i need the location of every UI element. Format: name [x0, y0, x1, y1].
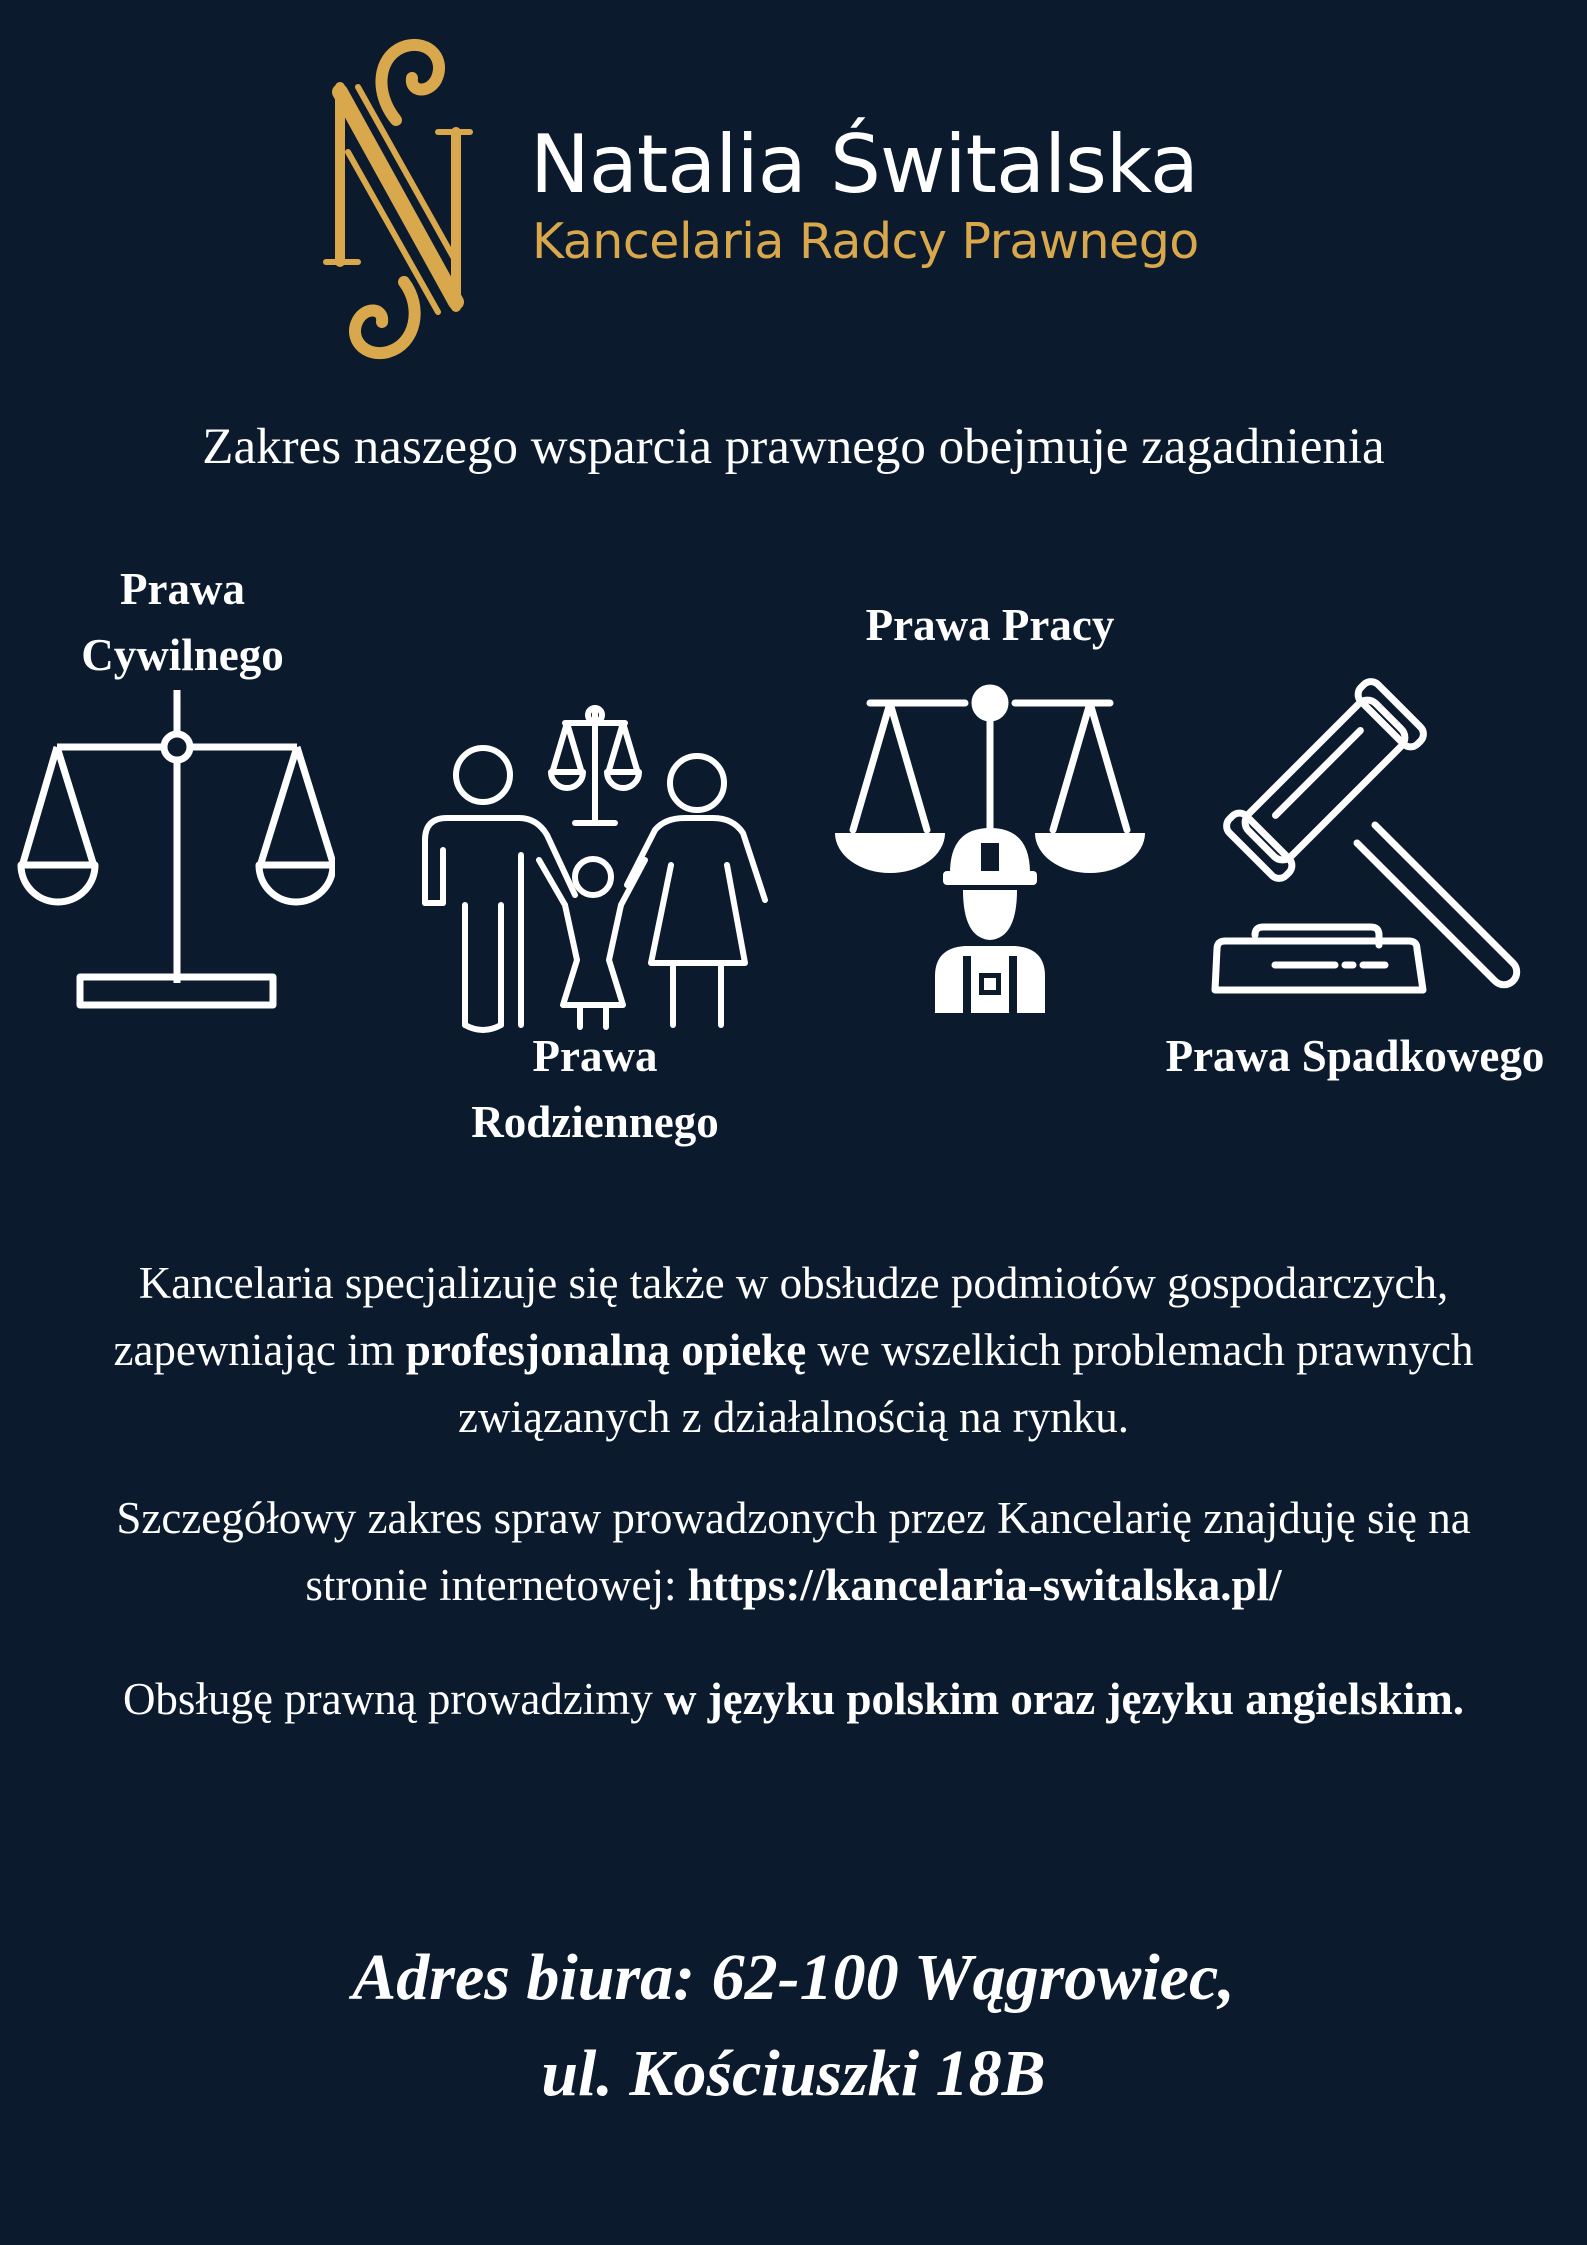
- brand-name: Natalia Świtalska: [530, 118, 1198, 211]
- paragraph-website: [0, 1485, 1587, 1619]
- label-civil-line2: Cywilnego: [81, 630, 284, 680]
- paragraph-website-line1: Szczegółowy zakres spraw prowadzonych przez Kancelarię znajduję się na: [116, 1493, 1471, 1543]
- paragraph-services-line3: związanych z działalnością na rynku.: [458, 1392, 1129, 1442]
- label-civil-law: [40, 556, 325, 688]
- address-line1: Adres biura: 62-100 Wągrowiec,: [352, 1941, 1235, 2014]
- paragraph-languages: [0, 1666, 1587, 1733]
- label-labor-law: Prawa Pracy: [865, 600, 1115, 650]
- brand-subtitle: Kancelaria Radcy Prawnego: [532, 213, 1199, 270]
- paragraph-services-text-b: we wszelkich problemach prawnych: [806, 1325, 1474, 1375]
- professional-care-bold: profesjonalną opiekę: [405, 1325, 807, 1375]
- label-inheritance-law: Prawa Spadkowego: [1165, 1031, 1545, 1081]
- paragraph-services-text-a: zapewniając im: [113, 1325, 406, 1375]
- label-family-line2: Rodziennego: [471, 1097, 719, 1147]
- worker-scales-icon: [835, 678, 1145, 1013]
- office-address: [0, 1930, 1587, 2122]
- gavel-icon: [1195, 675, 1545, 1010]
- intro-heading: Zakres naszego wsparcia prawnego obejmuje zagadnienia: [202, 419, 1385, 475]
- paragraph-services-line1: Kancelaria specjalizuje się także w obsłudze podmiotów gospodarczych,: [138, 1258, 1449, 1308]
- paragraph-services: [0, 1250, 1587, 1451]
- paragraph-languages-text: Obsługę prawną prowadzimy: [122, 1674, 665, 1724]
- label-family-law: [440, 1023, 750, 1155]
- paragraph-services-line2: [0, 1317, 1587, 1384]
- website-link[interactable]: https://kancelaria-switalska.pl/: [687, 1560, 1282, 1610]
- scales-icon: [15, 685, 335, 1015]
- label-family-line1: Prawa: [532, 1031, 658, 1081]
- address-line2: ul. Kościuszki 18B: [541, 2037, 1046, 2110]
- family-scales-icon: [415, 705, 775, 1035]
- languages-bold: w języku polskim oraz języku angielskim.: [664, 1674, 1465, 1724]
- paragraph-website-text: stronie internetowej:: [305, 1560, 688, 1610]
- ns-monogram-logo: [318, 32, 478, 367]
- label-civil-line1: Prawa: [120, 564, 245, 614]
- paragraph-website-line2: [0, 1552, 1587, 1619]
